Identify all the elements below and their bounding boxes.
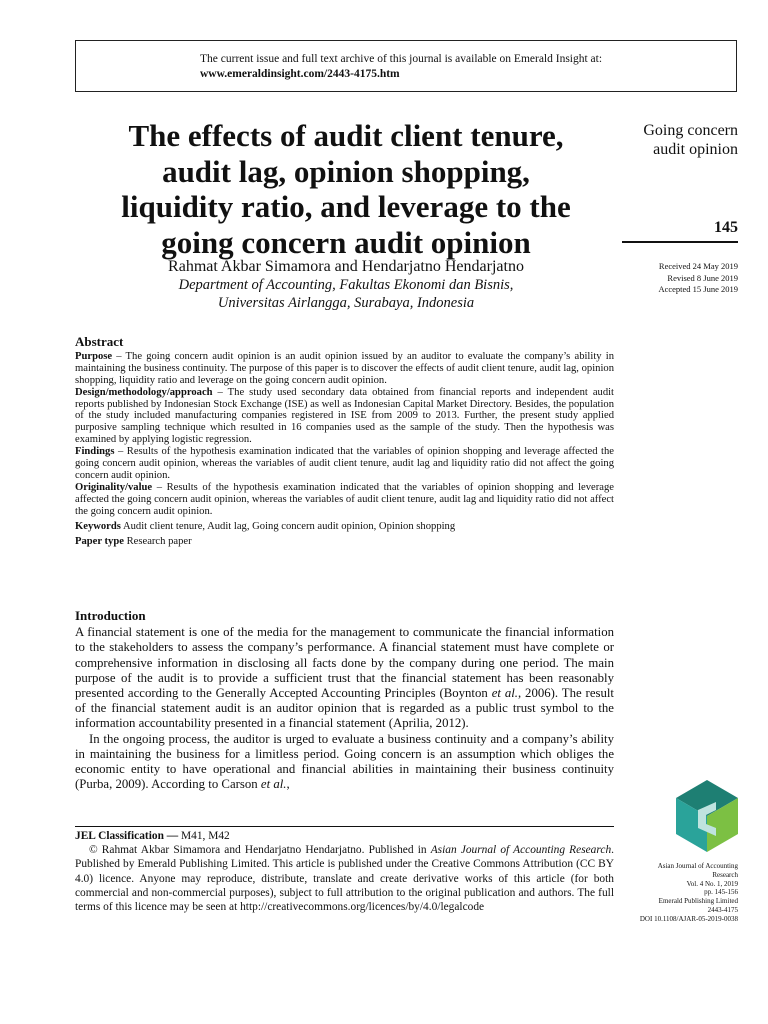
publisher: Emerald Publishing Limited [658, 897, 738, 906]
purpose-text: – The going concern audit opinion is an audit opinion issued by an auditor to evaluate the company’s ability in maintaining the business continuity. The purpose of this paper is to discover the effects of audit client tenure, audit lag, opinion shopping, liquidity ratio and leverage on the going concern audit opinion. [75, 350, 614, 386]
abstract-heading: Abstract [75, 334, 124, 349]
intro-citation-etal: et al. [260, 777, 287, 792]
originality-label: Originality/value [75, 481, 153, 493]
journal-name: Asian Journal of Accounting [657, 862, 738, 870]
article-title [72, 118, 620, 260]
issn: 2443-4175 [707, 905, 738, 914]
journal-volume: Vol. 4 No. 1, 2019 [686, 879, 738, 888]
abstract-paper-type [75, 536, 614, 548]
abstract-keywords [75, 521, 614, 533]
revised-date: Revised 8 June 2019 [667, 272, 738, 283]
intro-text: , [286, 777, 290, 792]
footer-divider [75, 826, 614, 827]
received-date: Received 24 May 2019 [658, 261, 738, 271]
abstract-originality [75, 482, 614, 518]
title-line: audit lag, opinion shopping, [162, 153, 530, 189]
running-title-line: audit opinion [653, 141, 738, 158]
page-number: 145 [714, 219, 738, 236]
design-label: Design/methodology/approach [75, 386, 213, 398]
keywords-label: Keywords [75, 520, 121, 532]
license-part: . Published by Emerald Publishing Limited. This article is published under the Creative Commons Attribution (CC BY 4.0) licence. Anyone may reproduce, distribute, translate and create derivative works of this article (for both commercial and non-commercial purposes), subject to full attribution to the original publication and authors. The full terms of this licence may be seen at http://creativecommons.org/licences/by/4.0/legalcode [75, 844, 614, 914]
intro-text: , 2006). The result of the financial statement audit is an auditor opinion that is regarded as a public trust symbol to the information accountability presented in a financial statement (Aprilia, 2012). [75, 686, 614, 731]
authors: Rahmat Akbar Simamora and Hendarjatno Hendarjatno [168, 258, 524, 275]
journal-notice-box [75, 40, 737, 92]
footer-section [75, 829, 614, 914]
intro-paragraph [75, 732, 614, 793]
intro-text: A financial statement is one of the media for the management to communicate the financial information to the stakeholders to assess the company’s performance. A financial statement must have complete or comprehensive information in disclosing all facts done by the company during one period. The main purpose of the audit is to provide a sufficient trust that the financial statement has been reasonably presented according to the Generally Accepted Accounting Principles (Boynton [75, 625, 614, 701]
running-title [618, 121, 738, 159]
paper-type-label: Paper type [75, 535, 124, 547]
abstract-findings [75, 446, 614, 482]
title-line: The effects of audit client tenure, [128, 118, 564, 153]
design-text: – The study used secondary data obtained from financial reports and independent audit reports published by Indonesian Stock Exchange (ISE) as well as Indonesian Capital Market Directory. Besides, the population of the study included manufacturing companies registered in ISE from 2009 to 2013. Further, the present study applied purposive sampling technique which resulted in 16 companies used as the sample of the study. Then the hypothesis was examined by applying logistic regression. [75, 386, 614, 446]
side-divider [622, 241, 738, 243]
license-text [75, 843, 614, 914]
journal-pages: pp. 145-156 [704, 888, 738, 897]
jel-codes: M41, M42 [178, 830, 230, 842]
notice-text: The current issue and full text archive of this journal is available on Emerald Insight at: [200, 53, 603, 65]
affiliation-line: Universitas Airlangga, Surabaya, Indonesia [217, 295, 475, 311]
affiliation-line: Department of Accounting, Fakultas Ekonomi dan Bisnis, [178, 277, 514, 293]
journal-url-link[interactable]: www.emeraldinsight.com/2443-4175.htm [200, 68, 400, 80]
affiliation [72, 276, 620, 312]
abstract-design [75, 387, 614, 447]
journal-info [620, 862, 738, 924]
jel-label: JEL Classification — [75, 830, 179, 842]
keywords-text: Audit client tenure, Audit lag, Going concern audit opinion, Opinion shopping [120, 520, 456, 532]
article-dates [618, 261, 738, 296]
intro-citation-etal: et al. [491, 686, 518, 701]
originality-text: – Results of the hypothesis examination indicated that the variables of opinion shopping and leverage affected the going concern audit opinion, whereas the variables of audit client tenure, audit lag and liquidity ratio did not affect the going concern audit opinion. [75, 481, 614, 517]
journal-name: Research [712, 870, 738, 879]
title-line: going concern audit opinion [161, 224, 531, 260]
findings-label: Findings [75, 446, 115, 458]
paper-type-text: Research paper [123, 535, 192, 547]
findings-text: – Results of the hypothesis examination indicated that the variables of opinion shopping and leverage affected the going concern audit opinion, whereas the variables of audit client tenure, audit lag and liquidity ratio did not affect the going concern audit opinion. [75, 446, 614, 481]
intro-text: In the ongoing process, the auditor is urged to evaluate a business continuity and a company’s ability in maintaining the business for a limitless period. Going concern is an assumption which obliges the economic entity to have operational and financial abilities in maintaining their business continuity (Purba, 2009). According to Carson [75, 731, 614, 792]
intro-paragraph [75, 625, 614, 731]
introduction-heading: Introduction [75, 608, 146, 623]
abstract-purpose [75, 351, 614, 387]
abstract-section [75, 336, 614, 547]
jel-classification [75, 829, 614, 843]
accepted-date: Accepted 15 June 2019 [658, 284, 738, 294]
purpose-label: Purpose [75, 350, 113, 362]
introduction-section [75, 608, 614, 792]
title-line: liquidity ratio, and leverage to the [121, 189, 571, 224]
running-title-line: Going concern [643, 122, 738, 139]
license-journal-name: Asian Journal of Accounting Research [430, 844, 612, 857]
license-part: © Rahmat Akbar Simamora and Hendarjatno Hendarjatno. Published in [89, 844, 431, 857]
doi: DOI 10.1108/AJAR-05-2019-0038 [639, 914, 738, 923]
emerald-logo-icon [676, 780, 738, 852]
